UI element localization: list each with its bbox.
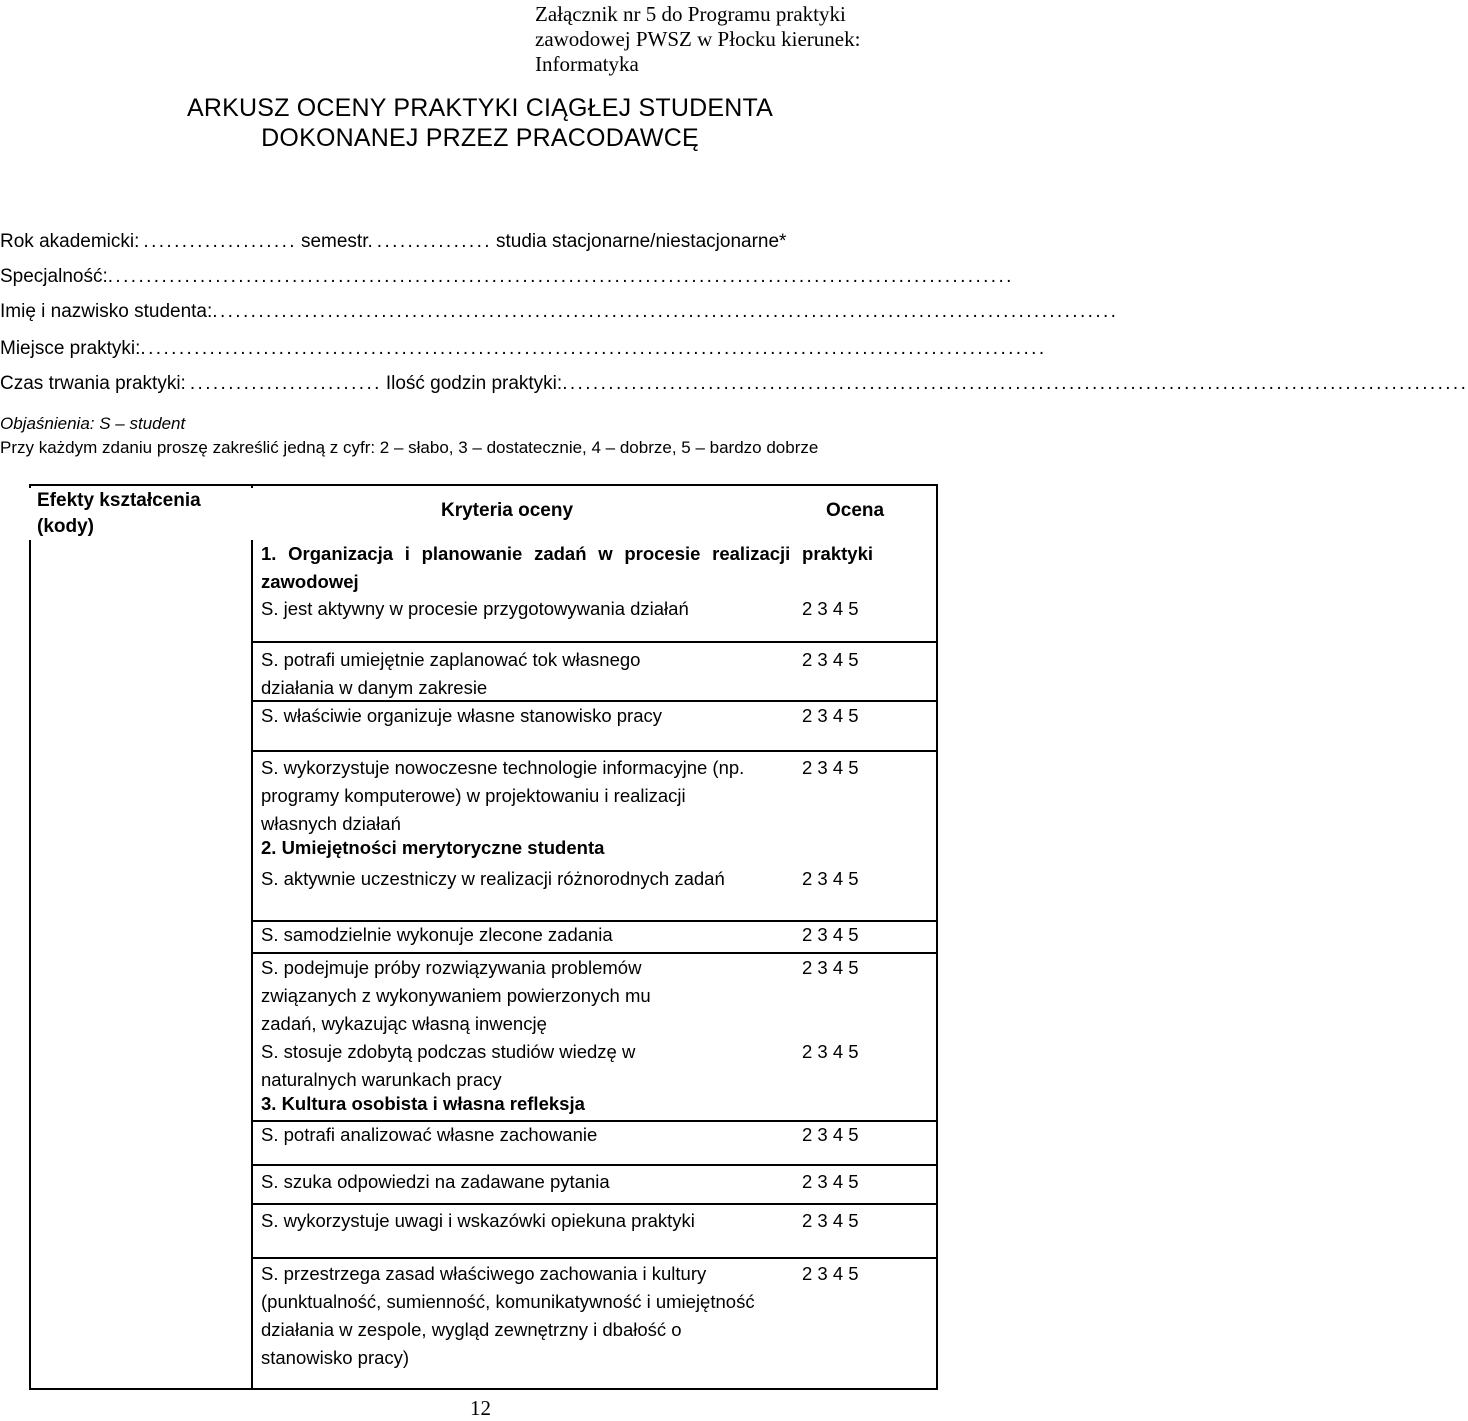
row-divider xyxy=(251,1257,936,1259)
section-title: 2. Umiejętności merytoryczne studenta xyxy=(261,837,605,858)
score-options[interactable]: 2 3 4 5 xyxy=(802,957,859,978)
legend-explanation: Objaśnienia: S – student xyxy=(0,414,186,433)
section-title: 3. Kultura osobista i własna refleksja xyxy=(261,1093,585,1114)
criterion-text: S. przestrzega zasad właściwego zachowania i kultury (punktualność, sumienność, komunikatywność i umiejętność działania w zespole, wygląd zewnętrzny i dbałość o stanowisko pracy) xyxy=(261,1263,755,1368)
score-options[interactable]: 2 3 4 5 xyxy=(802,1041,859,1062)
attachment-note xyxy=(535,2,955,77)
semester-fill[interactable]: ............... xyxy=(376,231,492,252)
score-options[interactable]: 2 3 4 5 xyxy=(802,1210,859,1231)
score-options[interactable]: 2 3 4 5 xyxy=(802,1124,859,1145)
duration-fill[interactable]: ......................... xyxy=(189,373,382,394)
internship-place-label: Miejsce praktyki: xyxy=(0,338,141,359)
row-divider xyxy=(251,1203,936,1205)
academic-year-row xyxy=(0,229,960,255)
score-options[interactable]: 2 3 4 5 xyxy=(802,1171,859,1192)
score-header: Ocena xyxy=(826,500,885,521)
hours-label: Ilość godzin praktyki: xyxy=(385,373,563,394)
duration-row xyxy=(0,371,1468,397)
score-options[interactable]: 2 3 4 5 xyxy=(802,924,859,945)
hours-fill[interactable]: ...................................................................................................................... xyxy=(562,373,1468,394)
criterion-text: S. wykorzystuje uwagi i wskazówki opiekuna praktyki xyxy=(261,1210,695,1231)
attachment-note-line: Informatyka xyxy=(535,52,639,76)
criterion-text: S. wykorzystuje nowoczesne technologie informacyjne (np. programy komputerowe) w projektowaniu i realizacji własnych działań xyxy=(261,757,745,834)
criterion-text: S. aktywnie uczestniczy w realizacji różnorodnych zadań xyxy=(261,868,725,889)
score-options[interactable]: 2 3 4 5 xyxy=(802,649,859,670)
internship-place-fill[interactable]: ...................................................................................................................... xyxy=(140,338,1047,359)
page-number: 12 xyxy=(470,1396,491,1420)
column-divider xyxy=(251,484,253,1388)
criteria-overlay xyxy=(29,484,936,1388)
score-options[interactable]: 2 3 4 5 xyxy=(802,705,859,726)
academic-year-fill[interactable]: .................... xyxy=(143,231,297,252)
legend-instruction: Przy każdym zdaniu proszę zakreślić jedną z cyfr: 2 – słabo, 3 – dostatecznie, 4 – dobrze, 5 – bardzo dobrze xyxy=(0,438,819,457)
score-options[interactable]: 2 3 4 5 xyxy=(802,1263,859,1284)
criteria-header: Kryteria oceny xyxy=(441,500,574,521)
criterion-text: S. potrafi umiejętnie zaplanować tok własnego działania w danym zakresie xyxy=(261,649,641,698)
learning-outcomes-header: Efekty kształcenia (kody) xyxy=(29,488,267,540)
page-title-line-1: ARKUSZ OCENY PRAKTYKI CIĄGŁEJ STUDENTA xyxy=(187,94,773,122)
specialization-fill[interactable]: ...................................................................................................................... xyxy=(107,266,1014,287)
row-divider xyxy=(251,1164,936,1166)
criterion-text: S. potrafi analizować własne zachowanie xyxy=(261,1124,598,1145)
academic-year-label: Rok akademicki: xyxy=(0,231,140,252)
criterion-text: S. jest aktywny w procesie przygotowywania działań xyxy=(261,598,689,619)
criterion-text: S. szuka odpowiedzi na zadawane pytania xyxy=(261,1171,610,1192)
student-name-fill[interactable]: ...................................................................................................................... xyxy=(212,301,1119,322)
semester-label: semestr. xyxy=(300,231,373,252)
student-name-row xyxy=(0,299,1119,325)
attachment-note-line: Załącznik nr 5 do Programu praktyki xyxy=(535,2,846,26)
criterion-text: S. właściwie organizuje własne stanowisko pracy xyxy=(261,705,663,726)
specialization-row xyxy=(0,264,1014,290)
score-options[interactable]: 2 3 4 5 xyxy=(802,598,859,619)
section-title: 1. Organizacja i planowanie zadań w procesie realizacji praktyki zawodowej xyxy=(261,543,873,592)
internship-place-row xyxy=(0,336,1047,362)
page-title-line-2: DOKONANEJ PRZEZ PRACODAWCĘ xyxy=(261,124,699,152)
score-options[interactable]: 2 3 4 5 xyxy=(802,868,859,889)
row-divider xyxy=(251,750,936,752)
row-divider xyxy=(251,641,936,643)
duration-label: Czas trwania praktyki: xyxy=(0,373,186,394)
attachment-note-line: zawodowej PWSZ w Płocku kierunek: xyxy=(535,27,861,51)
score-options[interactable]: 2 3 4 5 xyxy=(802,757,859,778)
criterion-text: S. stosuje zdobytą podczas studiów wiedzę w naturalnych warunkach pracy xyxy=(261,1041,636,1090)
specialization-label: Specjalność: xyxy=(0,266,108,287)
student-name-label: Imię i nazwisko studenta: xyxy=(0,301,213,322)
criterion-text: S. samodzielnie wykonuje zlecone zadania xyxy=(261,924,613,945)
study-mode-label: studia stacjonarne/niestacjonarne* xyxy=(495,231,787,252)
criterion-text: S. podejmuje próby rozwiązywania problemów związanych z wykonywaniem powierzonych mu zadań, wykazując własną inwencję xyxy=(261,957,651,1034)
